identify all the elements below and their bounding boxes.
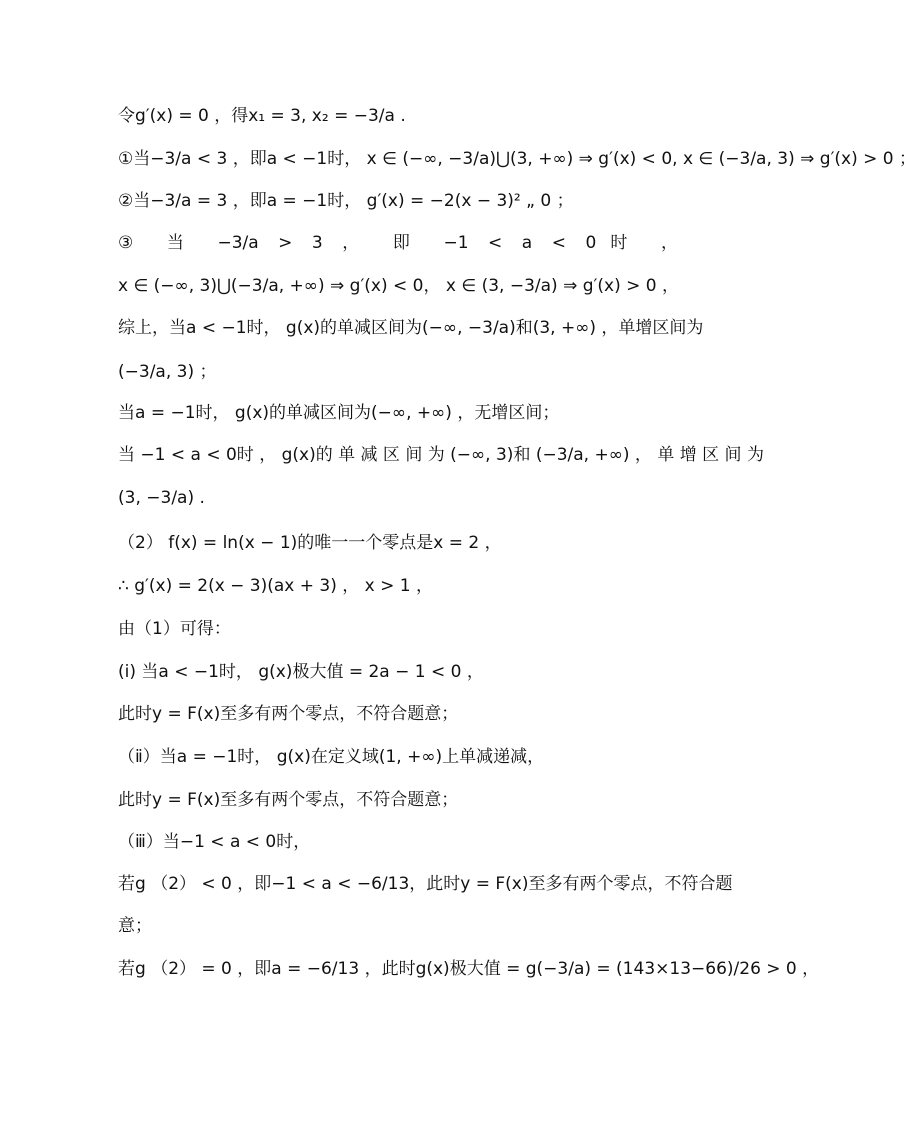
text-line: 令g′(x) = 0 ，得x₁ = 3, x₂ = −3/a . [118, 106, 406, 126]
text-line: （ⅲ）当−1 < a < 0时， [118, 832, 311, 852]
text-line: ∴ g′(x) = 2(x − 3)(ax + 3) ， x > 1 ， [118, 576, 434, 596]
text-line: 由（1）可得： [118, 619, 231, 639]
text-line: 若g （2） < 0 ，即−1 < a < −6/13，此时y = F(x)至多有两个零点，不符合题 [118, 874, 733, 894]
text-line: (−3/a, 3) ； [118, 362, 217, 382]
text-line: 此时y = F(x)至多有两个零点，不符合题意； [118, 704, 459, 724]
text-line: 当 −1 < a < 0时 ， g(x)的 单 减 区 间 为 (−∞, 3)和 (−3/a, +∞) ， 单 增 区 间 为 [118, 445, 764, 465]
text-line: 此时y = F(x)至多有两个零点，不符合题意； [118, 790, 459, 810]
text-line: (3, −3/a) . [118, 488, 205, 508]
text-line: ②当−3/a = 3 ，即a = −1时， g′(x) = −2(x − 3)² „ 0 ； [118, 191, 574, 211]
text-line: 综上，当a < −1时， g(x)的单减区间为(−∞, −3/a)和(3, +∞) ，单增区间为 [118, 318, 704, 338]
text-line: 当a = −1时， g(x)的单减区间为(−∞, +∞) ，无增区间； [118, 403, 560, 423]
text-line: 若g （2） = 0 ，即a = −6/13 ，此时g(x)极大值 = g(−3/a) = (143×13−66)/26 > 0 ， [118, 959, 820, 979]
text-line: ③ 当 −3/a > 3 ， 即 −1 < a < 0时 ， [118, 233, 678, 253]
text-line: （ⅱ）当a = −1时， g(x)在定义域(1, +∞)上单减递减， [118, 747, 545, 767]
text-line: ①当−3/a < 3 ，即a < −1时， x ∈ (−∞, −3/a)⋃(3, +∞) ⇒ g′(x) < 0, x ∈ (−3/a, 3) ⇒ g′(x) > 0 ； [118, 149, 916, 169]
text-line: x ∈ (−∞, 3)⋃(−3/a, +∞) ⇒ g′(x) < 0， x ∈ (3, −3/a) ⇒ g′(x) > 0 ， [118, 276, 679, 296]
text-line: (i) 当a < −1时， g(x)极大值 = 2a − 1 < 0 ， [118, 662, 484, 682]
text-line: 意； [118, 916, 152, 936]
text-line: （2） f(x) = ln(x − 1)的唯一一个零点是x = 2 ， [118, 533, 502, 553]
